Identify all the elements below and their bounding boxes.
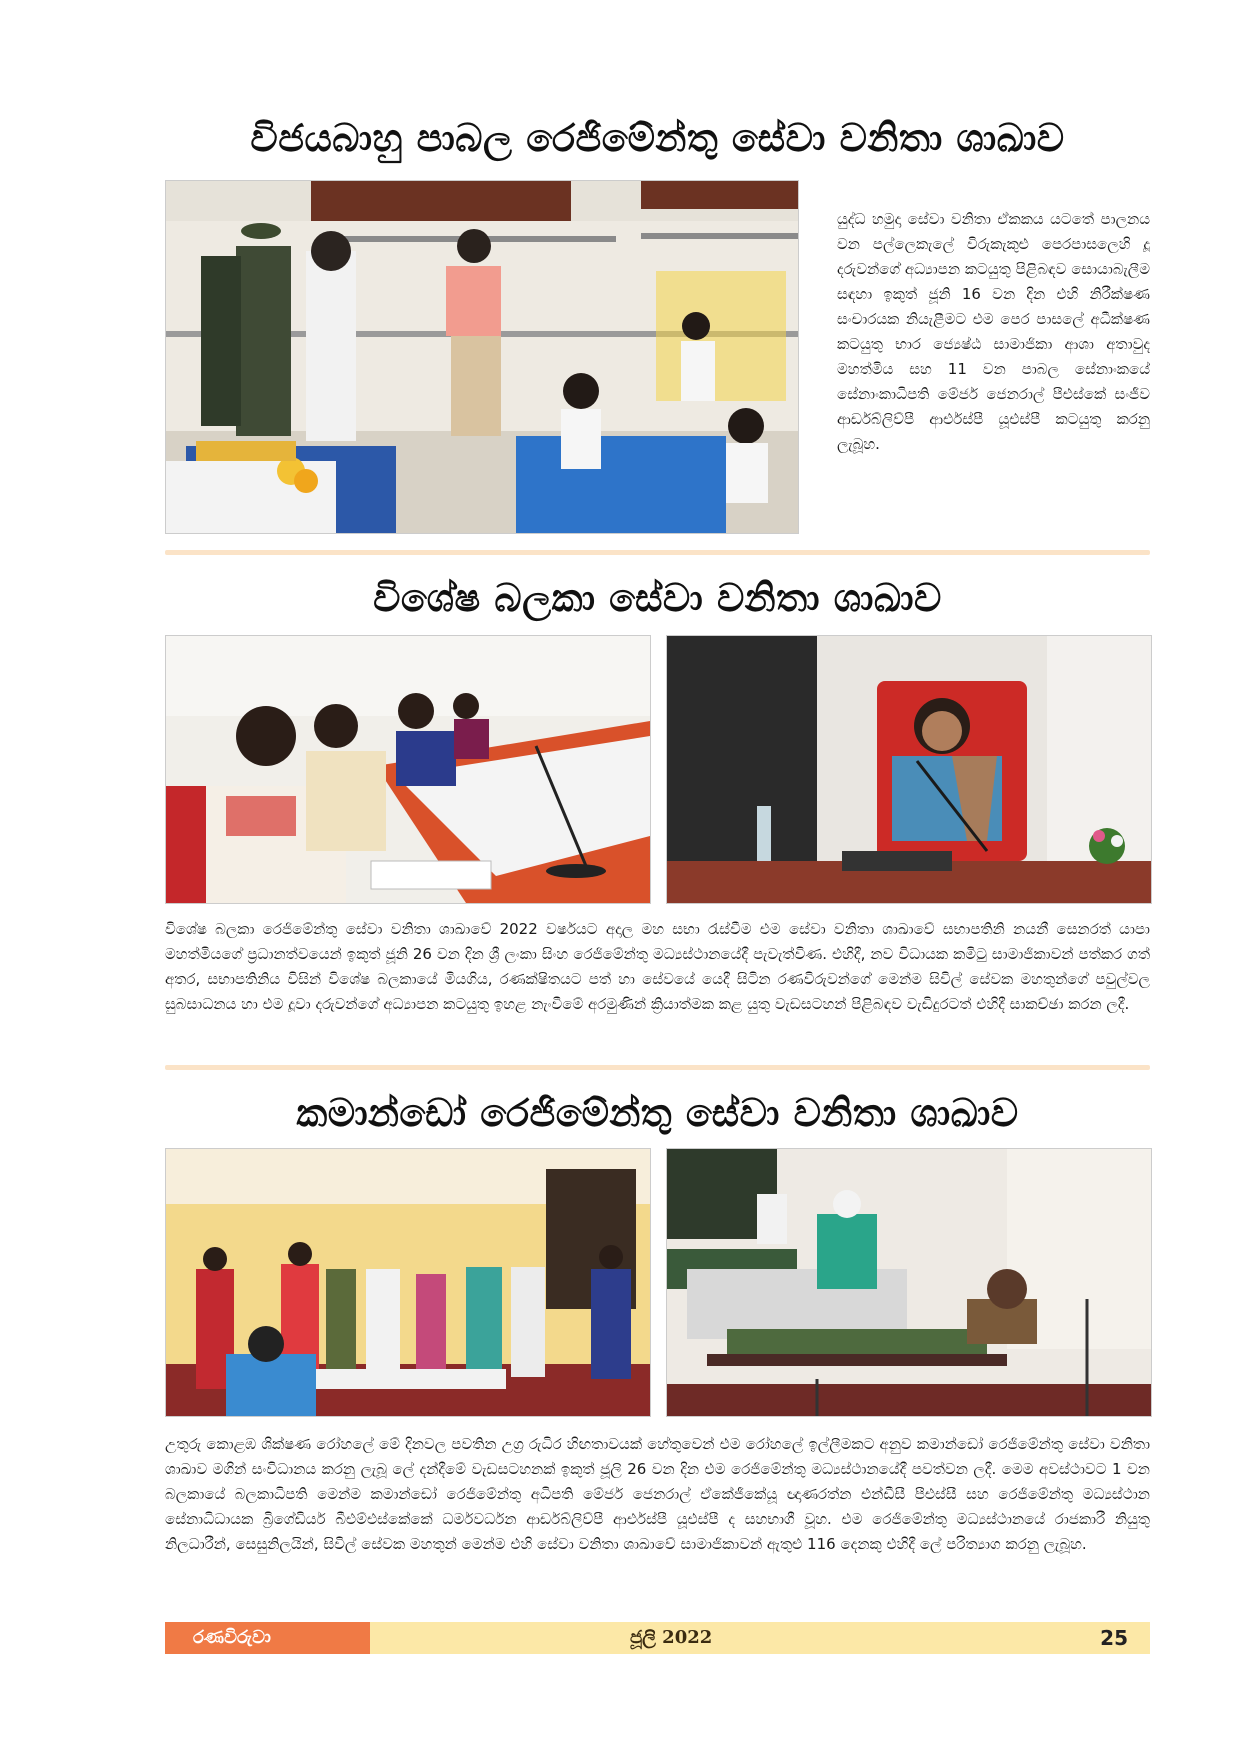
meeting-table-image [166, 636, 650, 903]
magazine-brand: රණවිරුවා [165, 1622, 370, 1654]
photo-chairperson [666, 635, 1152, 904]
section-title-vijayabahu: විජයබාහු පාබල රෙජිමේන්තු සේවා වනිතා ශාඛාව [250, 116, 1065, 160]
blood-drive-visitors-image [166, 1149, 650, 1416]
page-footer [165, 1622, 1150, 1654]
chairperson-image [667, 636, 1151, 903]
photo-blood-donation [666, 1148, 1152, 1417]
page-number: 25 [1100, 1626, 1128, 1650]
section-divider [165, 1065, 1150, 1070]
issue-date: ජූලි 2022 [630, 1627, 713, 1648]
photo-blood-drive-visitors [165, 1148, 651, 1417]
preschool-visit-image [166, 181, 798, 533]
section-title-commando: කමාන්ඩෝ රෙජිමේන්තු සේවා වනිතා ශාඛාව [296, 1091, 1019, 1135]
section-text-special-forces: විශේෂ බලකා රෙජිමේන්තු සේවා වනිතා ශාඛාවේ 2022 වර්ෂයට අදාල මහ සභා රැස්වීම එම සේවා වනිතා ශාඛාවේ සභාපතිනි නයනී සෙනරත් යාපා මහත්මියගේ ප්‍රධානත්වයෙන් ඉකුත් ජූනි 26 වන දින ශ්‍රී ලංකා සිංහ රෙජිමේන්තු මධ්‍යස්ථානයේදී පැවැත්විණ. එහිදී, නව විධායක කමිටු සාමාජිකාවන් පත්කර ගත් අතර, සභාපතිනිය විසින් විශේෂ බලකායේ මියගිය, රණක්ෂිතයට පත් හා සේවයේ යෙදී සිටින රණවිරුවන්ගේ මෙන්ම සිවිල් සේවක මහතුන්ගේ පවුල්වල සුබසාධනය හා එම දූවා දරුවන්ගේ අධ්‍යාපන කටයුතු ඉහළ නැංවීමේ අරමුණින් ක්‍රියාත්මක කළ යුතු වැඩසටහන් පිළිබඳව වැඩිදුරටත් එහිදී සාකච්ඡා කරන ලදී. [165, 920, 1150, 1013]
photo-preschool-visit [165, 180, 799, 534]
section-title-special-forces: විශේෂ බලකා සේවා වනිතා ශාඛාව [373, 576, 942, 620]
photo-meeting-table [165, 635, 651, 904]
section-divider [165, 550, 1150, 555]
section-text-commando: උතුරු කොළඹ ශික්ෂණ රෝහලේ මේ දිනවල පවතින උග්‍ර රුධිර හිඟතාවයක් හේතුවෙන් එම රෝහලේ ඉල්ලීමකට අනුව කමාන්ඩෝ රෙජිමේන්තු සේවා වනිතා ශාඛාව මගින් සංවිධානය කරනු ලැබූ ලේ දන්දීමේ වැඩසටහනක් ඉකුත් ජූලි 26 වන දින එම රෙජිමේන්තු මධ්‍යස්ථානයේදී පවත්වන ලදී. මෙම අවස්ථාවට 1 වන බලකායේ බලකාධිපති මෙන්ම කමාන්ඩෝ රෙජිමේන්තු අධිපති මේජර් ජෙනරාල් ඒකේජීකේයූ ඥාණරත්න එන්ඩීසී පීඑස්සී සහ රෙජිමේන්තු මධ්‍යස්ථාන සේනාධිධායක බ්‍රිගේඩියර් බීඑම්එස්කේකේ ධර්මවර්ධන ආර්ඩබ්ලිව්පී ආර්එස්පී යූඑස්පී ද සහභාගී වූහ. එම රෙජිමේන්තු මධ්‍යස්ථානයේ රාජකාරී නියුතු නිලධාරීන්, සෙසුනිලයින්, සිවිල් සේවක මහතුන් මෙන්ම එහි සේවා වනිතා ශාඛාවේ සාමාජිකාවන් ඇතුළු 116 දෙනකු එහිදී ලේ පරිත්‍යාග කරනු ලැබූහ. [165, 1435, 1150, 1553]
footer-band [370, 1622, 1150, 1654]
section-text-vijayabahu: යුද්ධ හමුදා සේවා වනිතා ඒකකය යටතේ පාලනය වන පල්ලෙකැලේ විරුකැකුළු පෙරපාසලෙහි දූ දරුවන්ගේ අධ්‍යාපන කටයුතු පිළිබඳව සොයාබැලීම සඳහා ඉකුත් ජූනි 16 වන දින එහි නිරීක්ෂණ සංචාරයක නියැළීමට එම පෙර පාසලේ අධීක්ෂණ කටයුතු භාර ජ්‍යෙෂ්ඨ සාමාජිකා ආශා අතාවුද මහත්මිය සහ 11 වන පාබල සේනාංකයේ සේනාංකාධිපති මේජර් ජෙනරාල් පීඑස්කේ සංජීව ආර්ඩබ්ලිව්පී ආර්එස්පී යූඑස්පී කටයුතු කරනු ලැබූහ. [837, 210, 1150, 453]
blood-donation-image [667, 1149, 1151, 1416]
